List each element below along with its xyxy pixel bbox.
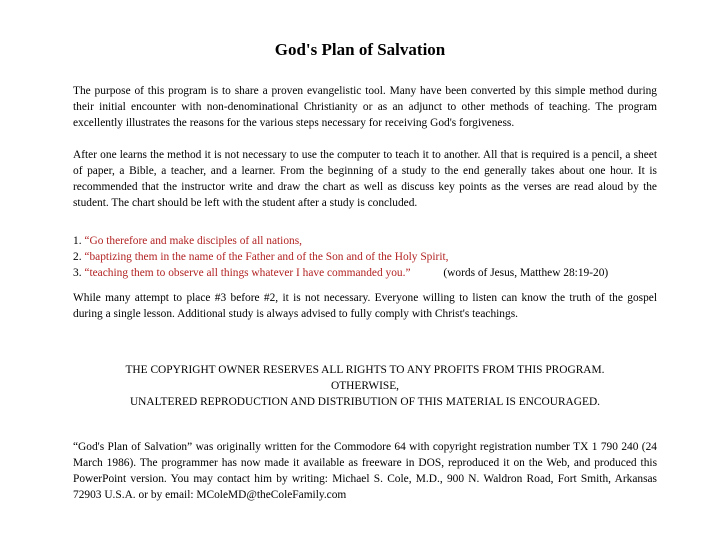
order-paragraph: While many attempt to place #3 before #2, it is not necessary. Everyone willing to listen can know the truth of the gospel during a single lesson. Additional study is always advised to fully comply with Christ's teachings. [73,292,657,320]
list-item [73,249,673,265]
notice-line: THE COPYRIGHT OWNER RESERVES ALL RIGHTS TO ANY PROFITS FROM THIS PROGRAM. [125,364,605,376]
list-item-number: 3. [73,267,82,279]
notice-line: OTHERWISE, [330,380,400,392]
scripture-citation: (words of Jesus, Matthew 28:19-20) [443,267,609,279]
list-item-quote: “baptizing them in the name of the Father and of the Son and of the Holy Spirit, [84,251,449,263]
list-item [73,233,673,249]
list-item-number: 2. [73,251,82,263]
credits-paragraph: “God's Plan of Salvation” was originally written for the Commodore 64 with copyright registration number TX 1 790 240 (24 March 1986). The programmer has now made it available as freeware in DOS, reproduced it on the Web, and produced this PowerPoint version. You may contact him by writing: Michael S. Cole, M.D., 900 N. Waldron Road, Fort Smith, Arkansas 72903 U.S.A. or by email: MColeMD@theColeFamily.com [73,441,657,501]
list-item-quote: “Go therefore and make disciples of all nations, [84,235,303,247]
list-item [73,265,673,281]
list-item-number: 1. [73,235,82,247]
copyright-notice [73,362,657,410]
great-commission-list [73,233,673,281]
page-title: God's Plan of Salvation [274,40,446,59]
notice-line: UNALTERED REPRODUCTION AND DISTRIBUTION OF THIS MATERIAL IS ENCOURAGED. [129,396,601,408]
purpose-paragraph: The purpose of this program is to share a proven evangelistic tool. Many have been converted by this simple method during their initial encounter with non-denominational Christianity or as an adjunct to other methods of teaching. The program excellently illustrates the reasons for the various steps necessary for receiving God's forgiveness. [73,85,657,129]
method-paragraph: After one learns the method it is not necessary to use the computer to teach it to another. All that is required is a pencil, a sheet of paper, a Bible, a teacher, and a learner. From the beginning of a study to the end generally takes about one hour. It is recommended that the instructor write and draw the chart as well as discuss key points as the verses are read aloud by the student. The chart should be left with the student after a study is concluded. [73,149,657,209]
list-item-quote: “teaching them to observe all things whatever I have commanded you.” [84,267,411,279]
